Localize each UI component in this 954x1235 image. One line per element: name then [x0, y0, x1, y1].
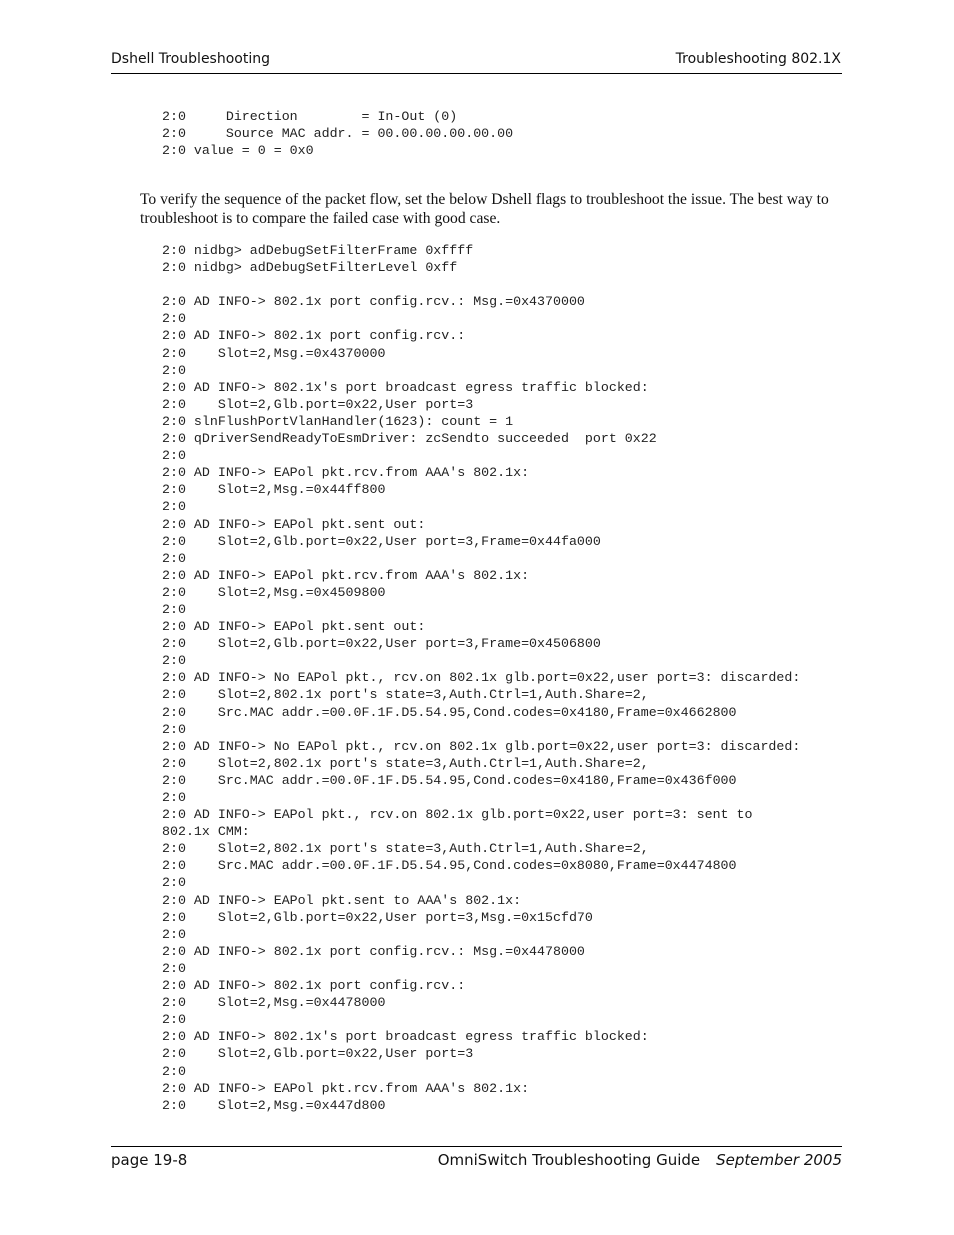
guide-title: OmniSwitch Troubleshooting Guide	[437, 1151, 701, 1169]
footer-title	[438, 1151, 842, 1169]
publication-date: September 2005	[716, 1151, 842, 1169]
code-block-dshell-log: 2:0 nidbg> adDebugSetFilterFrame 0xffff 2:0 nidbg> adDebugSetFilterLevel 0xff 2:0 AD INFO-> 802.1x port config.rcv.: Msg.=0x4370000 2:0 2:0 AD INFO-> 802.1x port config.rcv.: 2:0 Slot=2,Msg.=0x4370000 2:0 2:0 AD INFO-> 802.1x's port broadcast egress traffic blocked: 2:0 Slot=2,Glb.port=0x22,User port=3 2:0 slnFlushPortVlanHandler(1623): count = 1 2:0 qDriverSendReadyToEsmDriver: zcSendto succeeded port 0x22 2:0 2:0 AD INFO-> EAPol pkt.rcv.from AAA's 802.1x: 2:0 Slot=2,Msg.=0x44ff800 2:0 2:0 AD INFO-> EAPol pkt.sent out: 2:0 Slot=2,Glb.port=0x22,User port=3,Frame=0x44fa000 2:0 2:0 AD INFO-> EAPol pkt.rcv.from AAA's 802.1x: 2:0 Slot=2,Msg.=0x4509800 2:0 2:0 AD INFO-> EAPol pkt.sent out: 2:0 Slot=2,Glb.port=0x22,User port=3,Frame=0x4506800 2:0 2:0 AD INFO-> No EAPol pkt., rcv.on 802.1x glb.port=0x22,user port=3: discarded: 2:0 Slot=2,802.1x port's state=3,Auth.Ctrl=1,Auth.Share=2, 2:0 Src.MAC addr.=00.0F.1F.D5.54.95,Cond.codes=0x4180,Frame=0x4662800 2:0 2:0 AD INFO-> No EAPol pkt., rcv.on 802.1x glb.port=0x22,user port=3: discarded: 2:0 Slot=2,802.1x port's state=3,Auth.Ctrl=1,Auth.Share=2, 2:0 Src.MAC addr.=00.0F.1F.D5.54.95,Cond.codes=0x4180,Frame=0x436f000 2:0 2:0 AD INFO-> EAPol pkt., rcv.on 802.1x glb.port=0x22,user port=3: sent to 802.1x CMM: 2:0 Slot=2,802.1x port's state=3,Auth.Ctrl=1,Auth.Share=2, 2:0 Src.MAC addr.=00.0F.1F.D5.54.95,Cond.codes=0x8080,Frame=0x4474800 2:0 2:0 AD INFO-> EAPol pkt.sent to AAA's 802.1x: 2:0 Slot=2,Glb.port=0x22,User port=3,Msg.=0x15cfd70 2:0 2:0 AD INFO-> 802.1x port config.rcv.: Msg.=0x4478000 2:0 2:0 AD INFO-> 802.1x port config.rcv.: 2:0 Slot=2,Msg.=0x4478000 2:0 2:0 AD INFO-> 802.1x's port broadcast egress traffic blocked: 2:0 Slot=2,Glb.port=0x22,User port=3 2:0 2:0 AD INFO-> EAPol pkt.rcv.from AAA's 802.1x: 2:0 Slot=2,Msg.=0x447d800	[162, 243, 801, 1113]
running-header-right: Troubleshooting 802.1X	[675, 51, 841, 67]
code-block-direction: 2:0 Direction = In-Out (0) 2:0 Source MAC addr. = 00.00.00.00.00.00 2:0 value = 0 = 0x0	[162, 109, 514, 159]
running-header-left: Dshell Troubleshooting	[111, 51, 270, 67]
footer-rule	[111, 1146, 842, 1147]
header-rule	[111, 73, 842, 74]
page-number: page 19-8	[111, 1151, 188, 1169]
body-paragraph: To verify the sequence of the packet flow, set the below Dshell flags to troubleshoot the issue. The best way to troubleshoot is to compare the failed case with good case.	[140, 191, 829, 227]
